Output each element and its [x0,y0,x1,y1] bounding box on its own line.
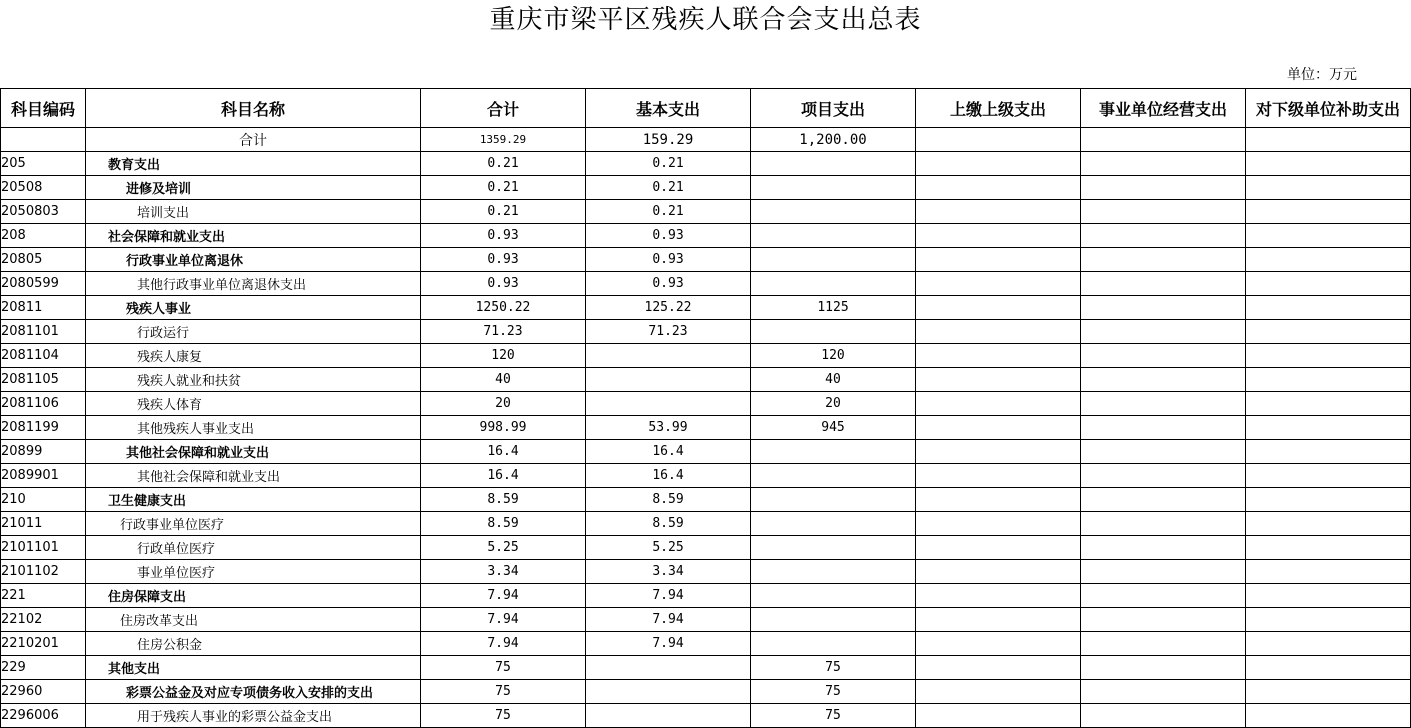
business-cell [1081,584,1246,608]
total-cell: 1250.22 [421,296,586,320]
basic-cell: 0.93 [586,248,751,272]
subsidy-cell [1246,440,1411,464]
basic-cell [586,704,751,728]
total-cell: 40 [421,368,586,392]
header-subsidy: 对下级单位补助支出 [1246,89,1411,128]
upper-cell [916,704,1081,728]
basic-cell: 71.23 [586,320,751,344]
project-cell: 75 [751,656,916,680]
business-cell [1081,512,1246,536]
basic-cell: 0.93 [586,272,751,296]
business-cell [1081,344,1246,368]
business-cell [1081,704,1246,728]
upper-cell [916,248,1081,272]
name-cell: 其他社会保障和就业支出 [86,440,421,464]
table-row [1,680,1411,704]
project-cell [751,512,916,536]
table-row [1,584,1411,608]
total-row [1,128,1411,152]
table-row [1,176,1411,200]
total-cell: 8.59 [421,512,586,536]
business-cell [1081,320,1246,344]
name-cell: 培训支出 [86,200,421,224]
name-cell: 其他社会保障和就业支出 [86,464,421,488]
total-upper [916,128,1081,152]
name-cell: 彩票公益金及对应专项债务收入安排的支出 [86,680,421,704]
total-cell: 16.4 [421,440,586,464]
name-cell: 其他支出 [86,656,421,680]
business-cell [1081,464,1246,488]
project-cell: 120 [751,344,916,368]
name-cell: 行政事业单位医疗 [86,512,421,536]
header-project: 项目支出 [751,89,916,128]
code-cell: 2101101 [1,536,86,560]
total-cell: 75 [421,704,586,728]
code-cell: 205 [1,152,86,176]
code-cell: 22960 [1,680,86,704]
header-business: 事业单位经营支出 [1081,89,1246,128]
business-cell [1081,608,1246,632]
total-cell: 20 [421,392,586,416]
name-cell: 住房公积金 [86,632,421,656]
basic-cell: 125.22 [586,296,751,320]
subsidy-cell [1246,368,1411,392]
upper-cell [916,296,1081,320]
project-cell [751,488,916,512]
name-cell: 教育支出 [86,152,421,176]
upper-cell [916,224,1081,248]
project-cell [751,176,916,200]
name-cell: 进修及培训 [86,176,421,200]
table-row [1,416,1411,440]
subsidy-cell [1246,224,1411,248]
unit-label: 单位：万元 [1287,67,1357,83]
subsidy-cell [1246,704,1411,728]
expenditure-table [0,88,1411,728]
name-cell: 残疾人事业 [86,296,421,320]
code-cell: 2080599 [1,272,86,296]
business-cell [1081,272,1246,296]
subsidy-cell [1246,392,1411,416]
project-cell [751,248,916,272]
basic-cell [586,656,751,680]
name-cell: 行政事业单位离退休 [86,248,421,272]
total-cell: 7.94 [421,608,586,632]
upper-cell [916,656,1081,680]
name-cell: 卫生健康支出 [86,488,421,512]
subsidy-cell [1246,536,1411,560]
name-cell: 行政运行 [86,320,421,344]
table-row [1,392,1411,416]
subsidy-cell [1246,584,1411,608]
code-cell: 20508 [1,176,86,200]
header-name: 科目名称 [86,89,421,128]
business-cell [1081,536,1246,560]
name-cell: 其他行政事业单位离退休支出 [86,272,421,296]
subsidy-cell [1246,488,1411,512]
total-cell: 7.94 [421,632,586,656]
subsidy-cell [1246,416,1411,440]
project-cell [751,632,916,656]
table-row [1,488,1411,512]
basic-cell: 3.34 [586,560,751,584]
code-cell: 2081105 [1,368,86,392]
code-cell: 2081101 [1,320,86,344]
upper-cell [916,488,1081,512]
upper-cell [916,392,1081,416]
upper-cell [916,608,1081,632]
code-cell: 20805 [1,248,86,272]
upper-cell [916,536,1081,560]
table-row [1,536,1411,560]
project-cell [751,536,916,560]
upper-cell [916,320,1081,344]
project-cell [751,560,916,584]
total-cell: 0.93 [421,248,586,272]
total-cell: 120 [421,344,586,368]
upper-cell [916,632,1081,656]
business-cell [1081,560,1246,584]
subsidy-cell [1246,152,1411,176]
total-cell: 8.59 [421,488,586,512]
total-sum: 1359.29 [421,128,586,152]
basic-cell: 0.21 [586,200,751,224]
project-cell [751,272,916,296]
project-cell: 945 [751,416,916,440]
code-cell: 2101102 [1,560,86,584]
basic-cell [586,392,751,416]
business-cell [1081,152,1246,176]
basic-cell: 16.4 [586,464,751,488]
total-cell: 71.23 [421,320,586,344]
name-cell: 社会保障和就业支出 [86,224,421,248]
table-row [1,272,1411,296]
basic-cell [586,368,751,392]
project-cell [751,320,916,344]
table-row [1,368,1411,392]
subsidy-cell [1246,176,1411,200]
subsidy-cell [1246,560,1411,584]
project-cell [751,200,916,224]
upper-cell [916,344,1081,368]
total-cell: 0.21 [421,176,586,200]
project-cell: 40 [751,368,916,392]
code-cell: 2210201 [1,632,86,656]
basic-cell [586,344,751,368]
business-cell [1081,656,1246,680]
name-cell: 其他残疾人事业支出 [86,416,421,440]
header-row [1,89,1411,128]
subsidy-cell [1246,344,1411,368]
header-basic: 基本支出 [586,89,751,128]
code-cell: 229 [1,656,86,680]
total-cell: 5.25 [421,536,586,560]
table-row [1,464,1411,488]
total-cell: 75 [421,656,586,680]
subsidy-cell [1246,512,1411,536]
total-cell: 0.93 [421,272,586,296]
code-cell: 2081199 [1,416,86,440]
business-cell [1081,632,1246,656]
total-cell: 0.93 [421,224,586,248]
subsidy-cell [1246,680,1411,704]
upper-cell [916,272,1081,296]
project-cell [751,224,916,248]
page-title: 重庆市梁平区残疾人联合会支出总表 [489,5,922,35]
total-business [1081,128,1246,152]
upper-cell [916,368,1081,392]
basic-cell: 8.59 [586,512,751,536]
header-code: 科目编码 [1,89,86,128]
table-row [1,704,1411,728]
code-cell: 2081104 [1,344,86,368]
code-cell: 2050803 [1,200,86,224]
business-cell [1081,200,1246,224]
basic-cell: 0.93 [586,224,751,248]
upper-cell [916,152,1081,176]
basic-cell: 8.59 [586,488,751,512]
code-cell: 2089901 [1,464,86,488]
table-row [1,656,1411,680]
subsidy-cell [1246,632,1411,656]
table-row [1,632,1411,656]
upper-cell [916,680,1081,704]
business-cell [1081,248,1246,272]
total-subsidy [1246,128,1411,152]
subsidy-cell [1246,248,1411,272]
upper-cell [916,512,1081,536]
code-cell: 20899 [1,440,86,464]
basic-cell: 0.21 [586,176,751,200]
subsidy-cell [1246,608,1411,632]
table-row [1,296,1411,320]
header-upper: 上缴上级支出 [916,89,1081,128]
name-cell: 住房改革支出 [86,608,421,632]
table-row [1,320,1411,344]
total-cell: 75 [421,680,586,704]
table-row [1,512,1411,536]
subsidy-cell [1246,272,1411,296]
project-cell: 75 [751,680,916,704]
header-total: 合计 [421,89,586,128]
business-cell [1081,176,1246,200]
code-cell: 210 [1,488,86,512]
project-cell [751,152,916,176]
project-cell: 20 [751,392,916,416]
total-code-cell [1,128,86,152]
basic-cell: 53.99 [586,416,751,440]
business-cell [1081,488,1246,512]
name-cell: 住房保障支出 [86,584,421,608]
table-row [1,248,1411,272]
name-cell: 用于残疾人事业的彩票公益金支出 [86,704,421,728]
total-cell: 7.94 [421,584,586,608]
total-cell: 16.4 [421,464,586,488]
upper-cell [916,440,1081,464]
table-row [1,440,1411,464]
code-cell: 208 [1,224,86,248]
basic-cell: 0.21 [586,152,751,176]
code-cell: 22102 [1,608,86,632]
basic-cell: 7.94 [586,584,751,608]
project-cell: 1125 [751,296,916,320]
basic-cell [586,680,751,704]
total-project: 1,200.00 [751,128,916,152]
business-cell [1081,392,1246,416]
code-cell: 2081106 [1,392,86,416]
upper-cell [916,464,1081,488]
total-label: 合计 [86,128,421,152]
basic-cell: 7.94 [586,608,751,632]
name-cell: 事业单位医疗 [86,560,421,584]
table-row [1,608,1411,632]
name-cell: 行政单位医疗 [86,536,421,560]
upper-cell [916,560,1081,584]
subsidy-cell [1246,320,1411,344]
table-row [1,344,1411,368]
project-cell [751,608,916,632]
code-cell: 221 [1,584,86,608]
table-row [1,224,1411,248]
basic-cell: 16.4 [586,440,751,464]
total-cell: 998.99 [421,416,586,440]
subsidy-cell [1246,200,1411,224]
name-cell: 残疾人体育 [86,392,421,416]
table-row [1,200,1411,224]
business-cell [1081,680,1246,704]
upper-cell [916,416,1081,440]
total-cell: 0.21 [421,152,586,176]
project-cell [751,584,916,608]
subsidy-cell [1246,464,1411,488]
table-row [1,560,1411,584]
code-cell: 20811 [1,296,86,320]
business-cell [1081,224,1246,248]
upper-cell [916,176,1081,200]
code-cell: 2296006 [1,704,86,728]
project-cell [751,440,916,464]
upper-cell [916,584,1081,608]
total-basic: 159.29 [586,128,751,152]
total-cell: 0.21 [421,200,586,224]
name-cell: 残疾人就业和扶贫 [86,368,421,392]
table-row [1,152,1411,176]
basic-cell: 5.25 [586,536,751,560]
basic-cell: 7.94 [586,632,751,656]
code-cell: 21011 [1,512,86,536]
project-cell [751,464,916,488]
business-cell [1081,296,1246,320]
business-cell [1081,440,1246,464]
project-cell: 75 [751,704,916,728]
upper-cell [916,200,1081,224]
name-cell: 残疾人康复 [86,344,421,368]
subsidy-cell [1246,296,1411,320]
subsidy-cell [1246,656,1411,680]
total-cell: 3.34 [421,560,586,584]
business-cell [1081,368,1246,392]
business-cell [1081,416,1246,440]
